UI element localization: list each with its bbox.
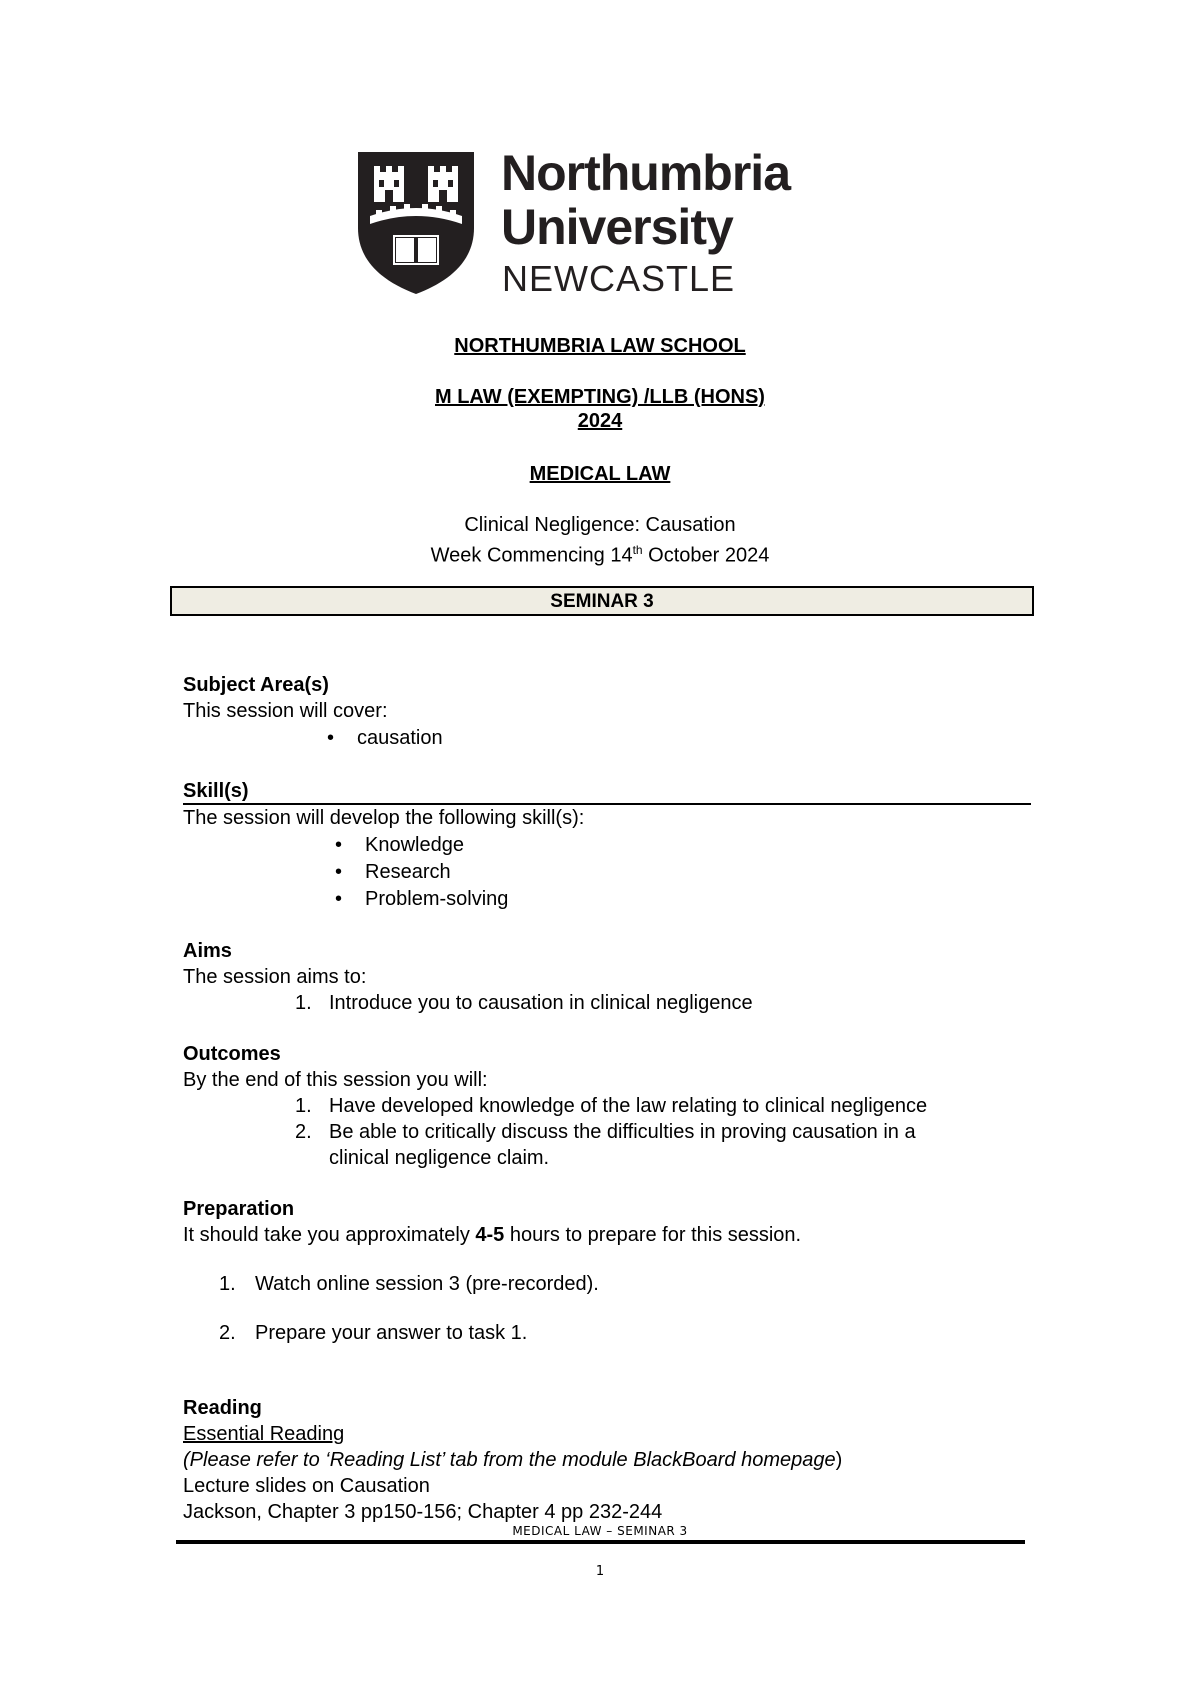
skill-item: Knowledge <box>365 834 464 856</box>
reading-item: Lecture slides on Causation <box>183 1475 430 1497</box>
week-commencing <box>0 538 1200 568</box>
subject-intro: This session will cover: <box>183 700 388 722</box>
subject-item: causation <box>357 727 443 749</box>
school-name: NORTHUMBRIA LAW SCHOOL <box>454 335 746 357</box>
aims-intro: The session aims to: <box>183 966 367 988</box>
week-sup: th <box>632 543 643 557</box>
reading-note-close: ) <box>835 1449 843 1471</box>
skills-intro: The session will develop the following skill(s): <box>183 807 585 829</box>
footer-label: MEDICAL LAW – SEMINAR 3 <box>512 1524 688 1538</box>
skills-heading: Skill(s) <box>183 780 249 802</box>
aims-heading: Aims <box>183 940 232 962</box>
outcome-item: Be able to critically discuss the difficulties in proving causation in a <box>329 1121 916 1143</box>
outcome-item-continued: clinical negligence claim. <box>329 1147 550 1169</box>
skill-item: Research <box>365 861 451 883</box>
skills-divider <box>183 803 1031 805</box>
preparation-item: Prepare your answer to task 1. <box>255 1322 528 1344</box>
reading-heading: Reading <box>183 1397 262 1419</box>
preparation-hours: 4-5 <box>475 1224 505 1246</box>
page-number: 1 <box>595 1564 605 1579</box>
outcomes-heading: Outcomes <box>183 1043 281 1065</box>
outcome-item: Have developed knowledge of the law relating to clinical negligence <box>329 1095 928 1117</box>
reading-note <box>183 1448 842 1472</box>
subject-heading: Subject Area(s) <box>183 674 329 696</box>
aims-item: Introduce you to causation in clinical negligence <box>329 992 753 1014</box>
preparation-intro <box>183 1223 801 1247</box>
outcome-number: 1. <box>295 1095 312 1117</box>
preparation-number: 1. <box>219 1273 236 1295</box>
shield-crest-icon <box>356 150 476 296</box>
reading-note-text: (Please refer to ‘Reading List’ tab from the module BlackBoard homepage <box>183 1449 836 1471</box>
bullet-icon: • <box>327 727 335 749</box>
outcome-number: 2. <box>295 1121 312 1143</box>
session-topic: Clinical Negligence: Causation <box>464 514 736 536</box>
logo-line-newcastle: NEWCASTLE <box>502 258 736 299</box>
preparation-heading: Preparation <box>183 1198 295 1220</box>
essential-reading-heading: Essential Reading <box>183 1423 345 1445</box>
preparation-item: Watch online session 3 (pre-recorded). <box>255 1273 599 1295</box>
preparation-intro-before: It should take you approximately <box>183 1224 476 1246</box>
logo-line-northumbria: Northumbria <box>501 145 790 201</box>
outcomes-intro: By the end of this session you will: <box>183 1069 488 1091</box>
bullet-icon: • <box>335 834 343 856</box>
footer-divider <box>176 1540 1025 1544</box>
week-prefix: Week Commencing 14 <box>430 544 633 567</box>
seminar-title-box: SEMINAR 3 <box>170 586 1034 616</box>
programme-year: 2024 <box>577 410 623 432</box>
preparation-intro-after: hours to prepare for this session. <box>504 1224 802 1246</box>
aims-item-number: 1. <box>295 992 312 1014</box>
week-suffix: October 2024 <box>642 544 770 567</box>
bullet-icon: • <box>335 861 343 883</box>
skill-item: Problem-solving <box>365 888 509 910</box>
programme-title: M LAW (EXEMPTING) /LLB (HONS) <box>435 386 765 408</box>
module-title: MEDICAL LAW <box>529 463 671 485</box>
preparation-number: 2. <box>219 1322 236 1344</box>
logo-line-university: University <box>501 199 733 255</box>
reading-item: Jackson, Chapter 3 pp150-156; Chapter 4 pp 232-244 <box>183 1501 663 1523</box>
bullet-icon: • <box>335 888 343 910</box>
